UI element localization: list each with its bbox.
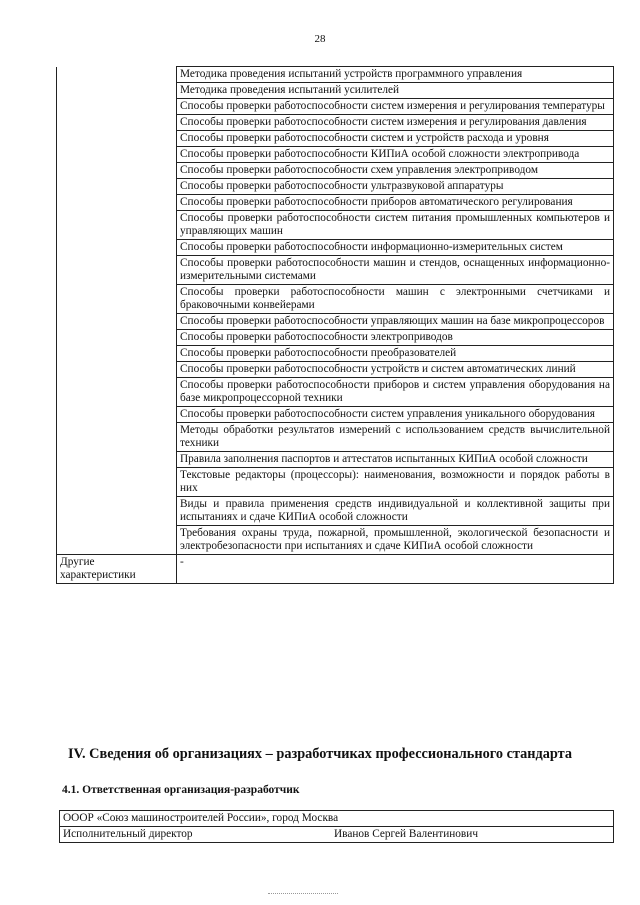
knowledge-item: Правила заполнения паспортов и аттестатов испытанных КИПиА особой сложности xyxy=(177,452,614,468)
knowledge-item: Способы проверки работоспособности машин с электронными счетчиками и браковочными конвейерами xyxy=(177,285,614,314)
knowledge-item: Способы проверки работоспособности преобразователей xyxy=(177,346,614,362)
organization-name: ОООР «Союз машиностроителей России», город Москва xyxy=(60,811,614,827)
knowledge-item: Текстовые редакторы (процессоры): наименования, возможности и порядок работы в них xyxy=(177,468,614,497)
other-characteristics-value: - xyxy=(177,555,614,584)
knowledge-item: Способы проверки работоспособности систем измерения и регулирования давления xyxy=(177,115,614,131)
organization-row xyxy=(60,811,614,827)
knowledge-item: Способы проверки работоспособности систем измерения и регулирования температуры xyxy=(177,99,614,115)
knowledge-item: Способы проверки работоспособности приборов и систем управления оборудования на базе микропроцессорной техники xyxy=(177,378,614,407)
other-characteristics-row xyxy=(57,555,614,584)
knowledge-item: Способы проверки работоспособности КИПиА особой сложности электропривода xyxy=(177,147,614,163)
knowledge-item: Методы обработки результатов измерений с использованием средств вычислительной техники xyxy=(177,423,614,452)
knowledge-item: Способы проверки работоспособности устройств и систем автоматических линий xyxy=(177,362,614,378)
developer-organization-table xyxy=(59,810,614,843)
knowledge-row xyxy=(57,67,614,83)
knowledge-label-cell xyxy=(57,67,177,555)
director-position: Исполнительный директор xyxy=(60,827,332,843)
knowledge-table xyxy=(56,66,614,584)
director-row xyxy=(60,827,614,843)
knowledge-item: Способы проверки работоспособности электроприводов xyxy=(177,330,614,346)
knowledge-item: Способы проверки работоспособности управляющих машин на базе микропроцессоров xyxy=(177,314,614,330)
knowledge-item: Способы проверки работоспособности машин и стендов, оснащенных информационно-измерительными системами xyxy=(177,256,614,285)
knowledge-item: Способы проверки работоспособности систем управления уникального оборудования xyxy=(177,407,614,423)
knowledge-item: Способы проверки работоспособности схем управления электроприводом xyxy=(177,163,614,179)
other-characteristics-label: Другие характеристики xyxy=(57,555,177,584)
knowledge-item: Способы проверки работоспособности ультразвуковой аппаратуры xyxy=(177,179,614,195)
section-heading: IV. Сведения об организациях – разработчиках профессионального стандарта xyxy=(67,746,573,762)
subsection-heading: 4.1. Ответственная организация-разработчик xyxy=(62,784,300,796)
knowledge-item: Способы проверки работоспособности систем питания промышленных компьютеров и управляющих машин xyxy=(177,211,614,240)
director-name: Иванов Сергей Валентинович xyxy=(331,827,614,843)
knowledge-item: Методика проведения испытаний усилителей xyxy=(177,83,614,99)
knowledge-table-body xyxy=(57,67,614,584)
knowledge-item: Виды и правила применения средств индивидуальной и коллективной защиты при испытаниях и сдаче КИПиА особой сложности xyxy=(177,497,614,526)
footer-rule xyxy=(268,893,338,894)
knowledge-item: Методика проведения испытаний устройств программного управления xyxy=(177,67,614,83)
knowledge-item: Способы проверки работоспособности информационно-измерительных систем xyxy=(177,240,614,256)
knowledge-item: Способы проверки работоспособности систем и устройств расхода и уровня xyxy=(177,131,614,147)
knowledge-item: Требования охраны труда, пожарной, промышленной, экологической безопасности и электробезопасности при испытаниях и сдаче КИПиА особой сложности xyxy=(177,526,614,555)
knowledge-item: Способы проверки работоспособности приборов автоматического регулирования xyxy=(177,195,614,211)
page-number: 28 xyxy=(314,33,326,45)
